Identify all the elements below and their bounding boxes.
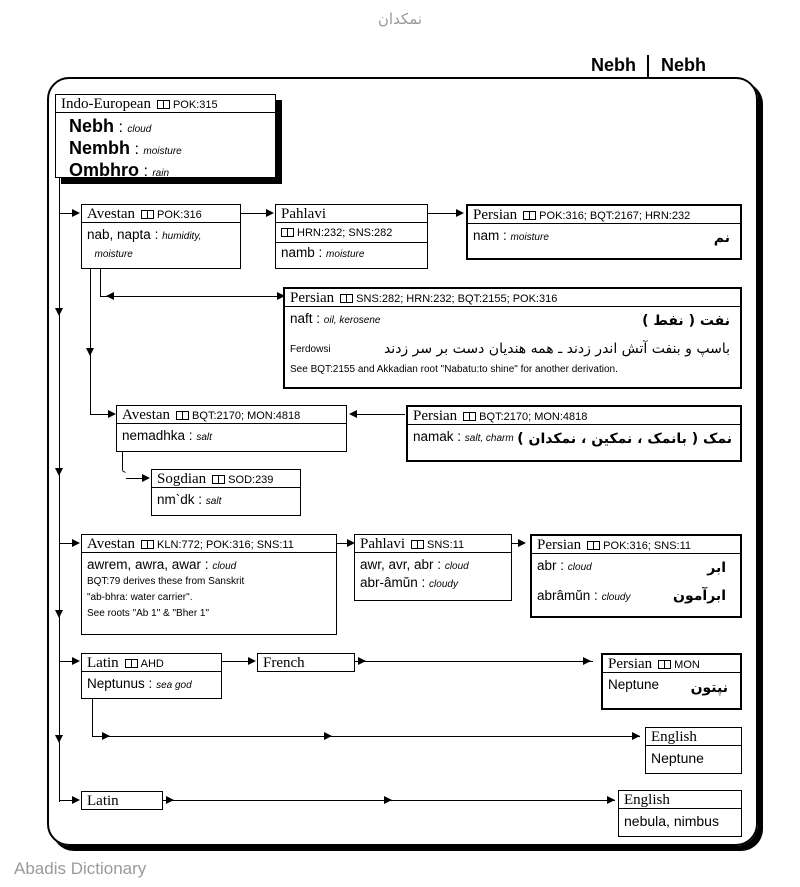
book-icon (176, 411, 189, 420)
lang-label: Avestan (87, 536, 136, 552)
lang-label: Persian (608, 656, 653, 672)
ref-label: MON (674, 659, 700, 671)
persian-script: نپتون (690, 680, 728, 696)
lang-label: English (651, 729, 697, 745)
gloss: moisture (510, 232, 549, 243)
lang-label: Latin (87, 793, 119, 809)
node-latin-2 (81, 791, 163, 810)
node-english-nebula (618, 790, 742, 837)
term: awrem, awra, awar (87, 557, 202, 572)
ref-label: SOD:239 (228, 474, 274, 486)
book-icon (340, 294, 353, 303)
lang-label: Pahlavi (360, 536, 405, 552)
gloss: moisture (94, 249, 133, 261)
note: See roots "Ab 1" & "Bher 1" (87, 608, 210, 620)
node-english-neptune (645, 727, 742, 774)
gloss: cloud (444, 561, 469, 572)
book-icon (125, 659, 138, 668)
gloss: cloud (212, 561, 237, 572)
node-avestan-awrem: Avestan KLN:772; POK:316; SNS:11 awrem, awra, awar : cloud BQT:79 derives these from Sanskrit "ab-bhra: water carrier". See roots "Ab 1" & "Bher 1" (81, 534, 337, 635)
term: awr, avr, abr (360, 557, 434, 572)
lang-label: Avestan (122, 407, 171, 423)
lang-label: Indo-European (61, 96, 151, 112)
lang-label: Persian (473, 207, 518, 223)
gloss: moisture (326, 248, 365, 260)
term: Neptune (651, 750, 704, 766)
gloss: cloud (567, 562, 592, 573)
lang-label: English (624, 792, 670, 808)
term: abr-âmŭn (360, 574, 418, 590)
persian-verse: باسپ و بنفت آتش اندر زدند ـ همه هندیان دست بر سر زدند (383, 341, 730, 357)
book-icon (141, 210, 154, 219)
term: nebula, nimbus (624, 813, 719, 829)
node-avestan-nab: Avestan POK:316 nab, napta : humidity, moisture (81, 204, 241, 269)
gloss: humidity, (162, 231, 202, 242)
book-icon (212, 475, 225, 484)
lang-label: Pahlavi (281, 206, 326, 222)
book-icon (463, 412, 476, 421)
lang-label: Persian (537, 537, 582, 553)
book-icon (658, 660, 671, 669)
ref-label: BQT:2170; MON:4818 (192, 410, 301, 422)
book-icon (587, 541, 600, 550)
ref-label: POK:316; BQT:2167; HRN:232 (539, 210, 691, 222)
persian-script: ابرآمون (673, 588, 726, 604)
title-left: Nebh (591, 55, 636, 75)
term: nemadhka (122, 428, 186, 443)
book-icon (157, 100, 170, 109)
gloss: salt, charm (464, 433, 514, 444)
book-icon (281, 228, 294, 237)
gloss: cloudy (601, 592, 631, 603)
ref-label: SNS:282; HRN:232; BQT:2155; POK:316 (356, 293, 558, 305)
term: Neptunus (87, 676, 145, 691)
root-gloss: moisture (143, 146, 182, 157)
root-term: Nembh (69, 138, 131, 158)
node-pahlavi-namb: Pahlavi HRN:232; SNS:282 namb : moisture (275, 204, 428, 269)
node-pahlavi-awr: Pahlavi SNS:11 awr, avr, abr : cloud abr-âmŭn : cloudy (354, 534, 512, 601)
node-persian-namak: Persian BQT:2170; MON:4818 namak : salt, charm نمک ( بانمک ، نمکین ، نمکدان ) (406, 405, 742, 462)
book-icon (523, 211, 536, 220)
term: naft (290, 311, 313, 326)
term: nm`dk (157, 492, 195, 507)
term: nam (473, 228, 500, 243)
ref-label: POK:316 (157, 209, 202, 221)
term: namb (281, 244, 315, 260)
ref-label: HRN:232; SNS:282 (297, 227, 393, 239)
note: See BQT:2155 and Akkadian root "Nabatu:to shine" for another derivation. (290, 364, 618, 375)
gloss: oil, kerosene (323, 315, 381, 326)
ref-label: KLN:772; POK:316; SNS:11 (157, 539, 294, 551)
gloss: sea god (156, 680, 192, 691)
book-icon (141, 540, 154, 549)
node-indo-european: Indo-European POK:315 Nebh : cloud Nembh : moisture Ombhro : rain (55, 94, 276, 178)
root-term: Nebh (69, 116, 114, 136)
term: nab, napta (87, 227, 151, 242)
lang-label: French (263, 655, 305, 671)
book-icon (411, 540, 424, 549)
gloss: cloudy (429, 578, 458, 590)
term: abrâmŭn (537, 588, 591, 603)
persian-script: نفت ( نفط ) (642, 313, 730, 329)
term: namak (413, 429, 454, 444)
gloss: salt (196, 432, 212, 443)
lang-label: Persian (290, 290, 335, 306)
node-french (257, 653, 355, 672)
node-persian-nam: Persian POK:316; BQT:2167; HRN:232 nam : moisture نم (466, 204, 742, 260)
ref-label: AHD (140, 658, 164, 670)
node-persian-abr: Persian POK:316; SNS:11 abr : cloud ابر abrâmŭn : cloudy ابرآمون (530, 534, 742, 618)
title-right: Nebh (661, 55, 706, 75)
node-persian-neptune (601, 653, 742, 710)
persian-script: نمک ( بانمک ، نمکین ، نمکدان ) (517, 431, 732, 447)
lang-label: Persian (413, 408, 458, 424)
title-separator (647, 55, 649, 77)
ref-label: POK:315 (172, 99, 218, 111)
term: Neptune (608, 677, 660, 692)
persian-script: ابر (707, 560, 726, 576)
ref-label: POK:316; SNS:11 (603, 540, 692, 552)
node-persian-naft: Persian SNS:282; HRN:232; BQT:2155; POK:316 naft : oil, kerosene نفت ( نفط ) Ferdowsi باسپ و بنفت آتش اندر زدند ـ همه هندیان دست بر سر زدند See BQT:2155 and Akkadian root "Nabatu:to shine" for another derivation. (283, 287, 742, 389)
root-gloss: rain (152, 168, 170, 179)
lang-label: Latin (87, 655, 119, 671)
footer-brand: Abadis Dictionary (14, 859, 147, 878)
note: BQT:79 derives these from Sanskrit (87, 576, 245, 588)
node-sogdian: Sogdian SOD:239 nm`dk : salt (151, 469, 301, 516)
ref-label: SNS:11 (427, 539, 465, 551)
root-gloss: cloud (127, 124, 152, 135)
node-latin-neptunus: Latin AHD Neptunus : sea god (81, 653, 222, 699)
lang-label: Sogdian (157, 471, 207, 487)
note: "ab-bhra: water carrier". (87, 592, 193, 604)
node-avestan-nemadhka: Avestan BQT:2170; MON:4818 nemadhka : salt (116, 405, 347, 452)
term: abr (537, 558, 557, 573)
gloss: salt (205, 496, 222, 507)
lang-label: Avestan (87, 206, 136, 222)
node-header (56, 95, 275, 113)
headword: نمکدان (377, 10, 423, 28)
root-term: Ombhro (69, 160, 139, 180)
poet-label: Ferdowsi (290, 344, 331, 355)
persian-script: نم (713, 230, 730, 246)
ref-label: BQT:2170; MON:4818 (479, 411, 588, 423)
